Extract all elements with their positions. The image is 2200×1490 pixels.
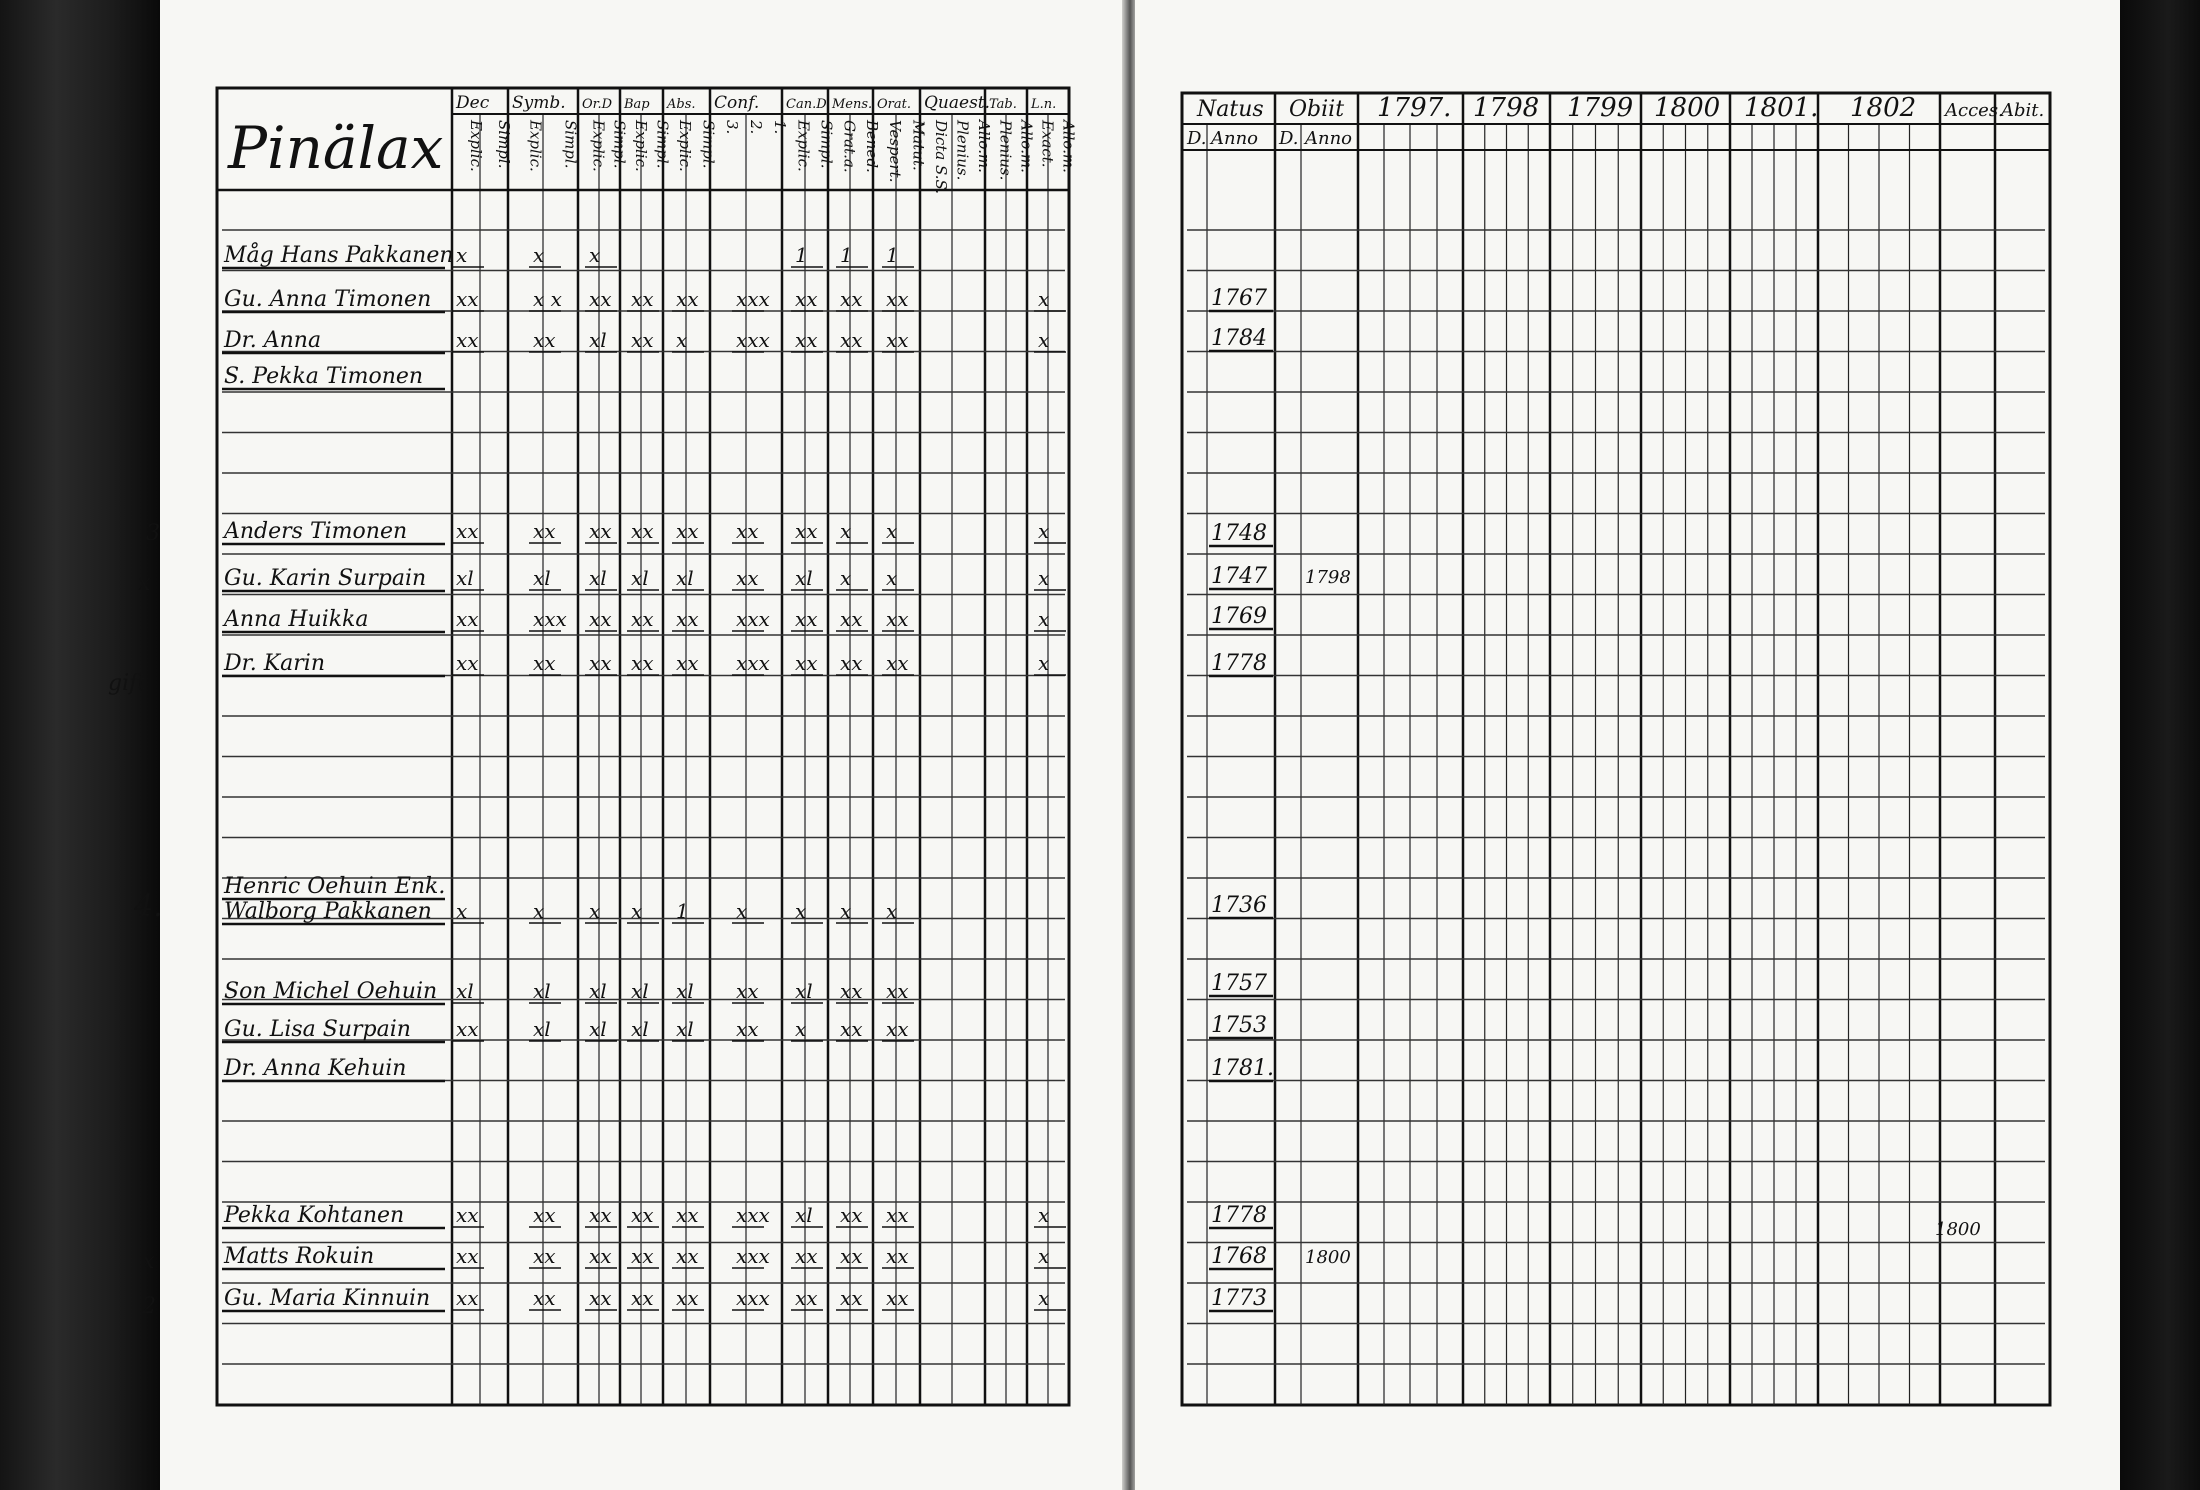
parish-title: Pinälax [228,114,444,182]
catechism-mark: xl [631,1017,649,1041]
acces-note: 1800 [1935,1219,1981,1240]
catechism-mark: x [1038,287,1050,311]
catechism-mark: xx [589,1286,612,1310]
catechism-mark: xxx [736,1203,770,1227]
birth-year: 1768 [1211,1244,1267,1269]
catechism-mark: xx [533,1203,556,1227]
column-subheader: Simpl. [495,120,513,169]
book-spine-left [0,0,160,1490]
catechism-mark: xl [676,1017,694,1041]
catechism-mark: xxx [736,651,770,675]
left-register-content [108,0,1125,1490]
column-header: Can.D [786,97,827,112]
person-name: S. Pekka Timonen [224,364,424,389]
header-year-1801: 1801. [1744,93,1819,123]
catechism-mark: x x [533,287,562,311]
column-subheader: 3. [723,120,741,135]
birth-year: 1784 [1211,326,1267,351]
header-natus: Natus [1197,97,1264,122]
person-name: Gu. Maria Kinnuin [224,1286,431,1311]
catechism-mark: x [886,566,898,590]
catechism-mark: xx [676,607,699,631]
catechism-mark: xx [676,287,699,311]
catechism-mark: 1 [886,243,899,267]
catechism-mark: 1 [676,899,689,923]
catechism-mark: xx [886,1286,909,1310]
column-subheader: Exact. [1038,120,1057,168]
person-name: Matts Rokuin [224,1244,375,1269]
catechism-mark: xx [840,1203,863,1227]
person-name: Anna Huikka [224,607,369,632]
catechism-mark: xx [886,1017,909,1041]
column-subheader: Explic. [675,120,694,172]
catechism-mark: xx [795,328,818,352]
column-header: Mens. [832,97,873,112]
catechism-mark: x [1038,328,1050,352]
person-name: Gu. Lisa Surpain [224,1017,411,1042]
column-subheader: Explic. [467,120,485,172]
catechism-mark: xx [795,607,818,631]
catechism-mark: xl [795,1203,813,1227]
catechism-mark: xl [631,979,649,1003]
catechism-mark: x [886,519,898,543]
catechism-mark: xx [589,651,612,675]
catechism-mark: x [1038,1244,1050,1268]
header-obiit-anno: Anno [1305,128,1353,149]
column-subheader: Simpl. [561,120,580,169]
catechism-mark: xx [886,979,909,1003]
catechism-mark: x [533,243,545,267]
catechism-mark: xx [456,1203,479,1227]
catechism-mark: xx [736,979,759,1003]
column-header: Bap [624,97,650,112]
catechism-mark: x [589,899,601,923]
column-header: Symb. [512,93,566,113]
person-name: Anders Timonen [224,519,408,544]
birth-year: 1736 [1211,893,1267,918]
catechism-mark: xx [840,287,863,311]
book-spine-right [2120,0,2200,1490]
catechism-mark: x [1038,1286,1050,1310]
catechism-mark: x [456,899,468,923]
column-header: Quaest. [924,93,991,113]
catechism-mark: x [1038,1203,1050,1227]
column-subheader: 2. [747,120,765,135]
catechism-mark: xxx [736,328,770,352]
margin-note: x [138,571,151,596]
catechism-mark: xl [589,979,607,1003]
catechism-mark: xl [533,1017,551,1041]
catechism-mark: xx [631,607,654,631]
catechism-mark: xxx [736,1244,770,1268]
catechism-mark: xx [456,519,479,543]
catechism-mark: x [1038,607,1050,631]
catechism-mark: xx [736,566,759,590]
catechism-mark: xx [676,651,699,675]
column-header: Orat. [877,97,911,112]
header-obiit: Obiit [1289,97,1345,122]
catechism-mark: xx [795,287,818,311]
catechism-mark: xl [795,566,813,590]
column-header: Dec [456,93,490,113]
catechism-mark: xx [533,519,556,543]
catechism-mark: x [840,519,852,543]
catechism-mark: x [795,1017,807,1041]
catechism-mark: xx [886,651,909,675]
catechism-mark: xx [631,328,654,352]
catechism-mark: xxx [533,607,567,631]
catechism-mark: xx [533,1286,556,1310]
header-year-1798: 1798 [1473,93,1540,123]
catechism-mark: xx [456,1244,479,1268]
death-year: 1798 [1305,567,1351,588]
catechism-mark: xx [456,287,479,311]
catechism-mark: xx [795,651,818,675]
column-subheader: 1. [771,120,789,135]
catechism-mark: xx [886,328,909,352]
person-name: Måg Hans Pakkanen [224,243,454,268]
catechism-mark: 1 [840,243,853,267]
catechism-mark: xx [631,519,654,543]
catechism-mark: xx [631,1203,654,1227]
right-register-content [1135,0,2120,1490]
catechism-mark: xxx [736,287,770,311]
catechism-mark: x [456,243,468,267]
catechism-mark: xl [589,1017,607,1041]
catechism-mark: xx [456,1017,479,1041]
catechism-mark: xx [886,1244,909,1268]
catechism-mark: xx [886,287,909,311]
birth-year: 1748 [1211,521,1267,546]
column-subheader: Allo.m. [1017,120,1036,173]
catechism-mark: x [840,899,852,923]
catechism-mark: xx [795,1286,818,1310]
person-name: Gu. Anna Timonen [224,287,432,312]
column-subheader: Plenius. [996,120,1015,181]
catechism-mark: xx [456,328,479,352]
birth-year: 1778 [1211,651,1267,676]
catechism-mark: xx [631,1286,654,1310]
header-year-1799: 1799 [1567,93,1634,123]
column-subheader: Allo.m. [1059,120,1078,173]
catechism-mark: xx [631,287,654,311]
column-subheader: Simpl. [817,120,836,169]
catechism-mark: xl [533,566,551,590]
catechism-mark: xx [631,1244,654,1268]
catechism-mark: xl [456,566,474,590]
person-name: Dr. Anna [224,328,322,353]
catechism-mark: xx [533,651,556,675]
column-header: Abs. [667,97,696,112]
column-subheader: Allo.m. [975,120,994,173]
person-name: Henric Oehuin Enk. [224,874,446,899]
catechism-mark: x [1038,519,1050,543]
birth-year: 1773 [1211,1286,1267,1311]
catechism-mark: xx [840,1286,863,1310]
margin-note: gift [108,671,147,696]
left-page [108,0,1125,1490]
catechism-mark: xx [840,1244,863,1268]
catechism-mark: x [736,899,748,923]
column-subheader: Vespert. [885,120,904,183]
header-year-1797: 1797. [1377,93,1452,123]
catechism-mark: xl [533,979,551,1003]
catechism-mark: x [589,243,601,267]
catechism-mark: xx [840,1017,863,1041]
margin-note: x [142,1249,155,1274]
catechism-mark: xl [676,979,694,1003]
catechism-mark: xx [589,607,612,631]
column-subheader: Simpl. [610,120,629,169]
catechism-mark: xx [456,651,479,675]
catechism-mark: x [631,899,643,923]
margin-note: 4. [134,889,163,924]
catechism-mark: xx [533,1244,556,1268]
column-header: L.n. [1031,97,1057,112]
catechism-mark: xxx [736,607,770,631]
catechism-mark: xx [589,1203,612,1227]
birth-year: 1757 [1211,971,1267,996]
birth-year: 1767 [1211,286,1267,311]
column-subheader: Grat.a. [840,120,859,173]
catechism-mark: x [886,899,898,923]
catechism-mark: xx [589,1244,612,1268]
catechism-mark: xx [736,1017,759,1041]
birth-year: 1781. [1211,1056,1274,1081]
header-natus-anno: Anno [1211,128,1259,149]
column-subheader: Explic. [526,120,545,172]
column-subheader: Explic. [589,120,608,172]
column-subheader: Matut. [909,120,928,171]
catechism-mark: xx [795,519,818,543]
header-obiit-day: D. [1279,128,1299,149]
right-page [1135,0,2120,1490]
column-subheader: Dicta S.S. [931,120,950,194]
birth-year: 1753 [1211,1013,1267,1038]
catechism-mark: x [1038,651,1050,675]
catechism-mark: xx [456,607,479,631]
catechism-mark: xx [589,519,612,543]
column-header: Or.D [582,97,612,112]
catechism-mark: 1 [795,243,808,267]
birth-year: 1747 [1211,564,1267,589]
header-acces: Acces. [1945,100,2004,121]
catechism-mark: x [676,328,688,352]
catechism-mark: x [1038,566,1050,590]
catechism-mark: xl [589,328,607,352]
catechism-mark: xx [676,1286,699,1310]
catechism-mark: xx [676,1203,699,1227]
catechism-mark: xx [456,1286,479,1310]
catechism-mark: x [533,899,545,923]
column-header: Conf. [714,93,760,113]
column-subheader: Explic. [794,120,813,172]
column-subheader: Simpl. [699,120,718,169]
catechism-mark: x [795,899,807,923]
person-name: Pekka Kohtanen [224,1203,405,1228]
catechism-mark: xx [676,519,699,543]
header-abit: Abit. [2001,100,2045,121]
person-name: Son Michel Oehuin [224,979,438,1004]
catechism-mark: xx [631,651,654,675]
catechism-mark: xl [589,566,607,590]
header-year-1800: 1800 [1654,93,1721,123]
catechism-mark: xx [886,607,909,631]
catechism-mark: xx [589,287,612,311]
catechism-mark: xx [840,651,863,675]
birth-year: 1769 [1211,604,1267,629]
catechism-mark: xl [795,979,813,1003]
person-name: Dr. Anna Kehuin [224,1056,407,1081]
catechism-mark: xl [456,979,474,1003]
birth-year: 1778 [1211,1203,1267,1228]
catechism-mark: xx [840,607,863,631]
catechism-mark: xx [886,1203,909,1227]
column-header: Tab. [989,97,1017,112]
person-name: Gu. Karin Surpain [224,566,427,591]
catechism-mark: xx [795,1244,818,1268]
catechism-mark: xx [676,1244,699,1268]
margin-note: 2 [142,1294,156,1319]
catechism-mark: xx [840,979,863,1003]
catechism-mark: xxx [736,1286,770,1310]
catechism-mark: xl [631,566,649,590]
death-year: 1800 [1305,1247,1351,1268]
column-subheader: Simpl. [653,120,672,169]
column-subheader: Plenius. [953,120,972,181]
person-name: Dr. Karin [224,651,325,676]
header-natus-day: D. [1187,128,1207,149]
catechism-mark: xx [533,328,556,352]
catechism-mark: x [840,566,852,590]
column-subheader: Bened. [862,120,881,173]
person-name: Walborg Pakkanen [224,899,432,924]
header-year-1802: 1802 [1850,93,1917,123]
catechism-mark: xl [676,566,694,590]
catechism-mark: xx [840,328,863,352]
catechism-mark: xx [736,519,759,543]
column-subheader: Explic. [631,120,650,172]
margin-note: 3 [146,521,160,546]
